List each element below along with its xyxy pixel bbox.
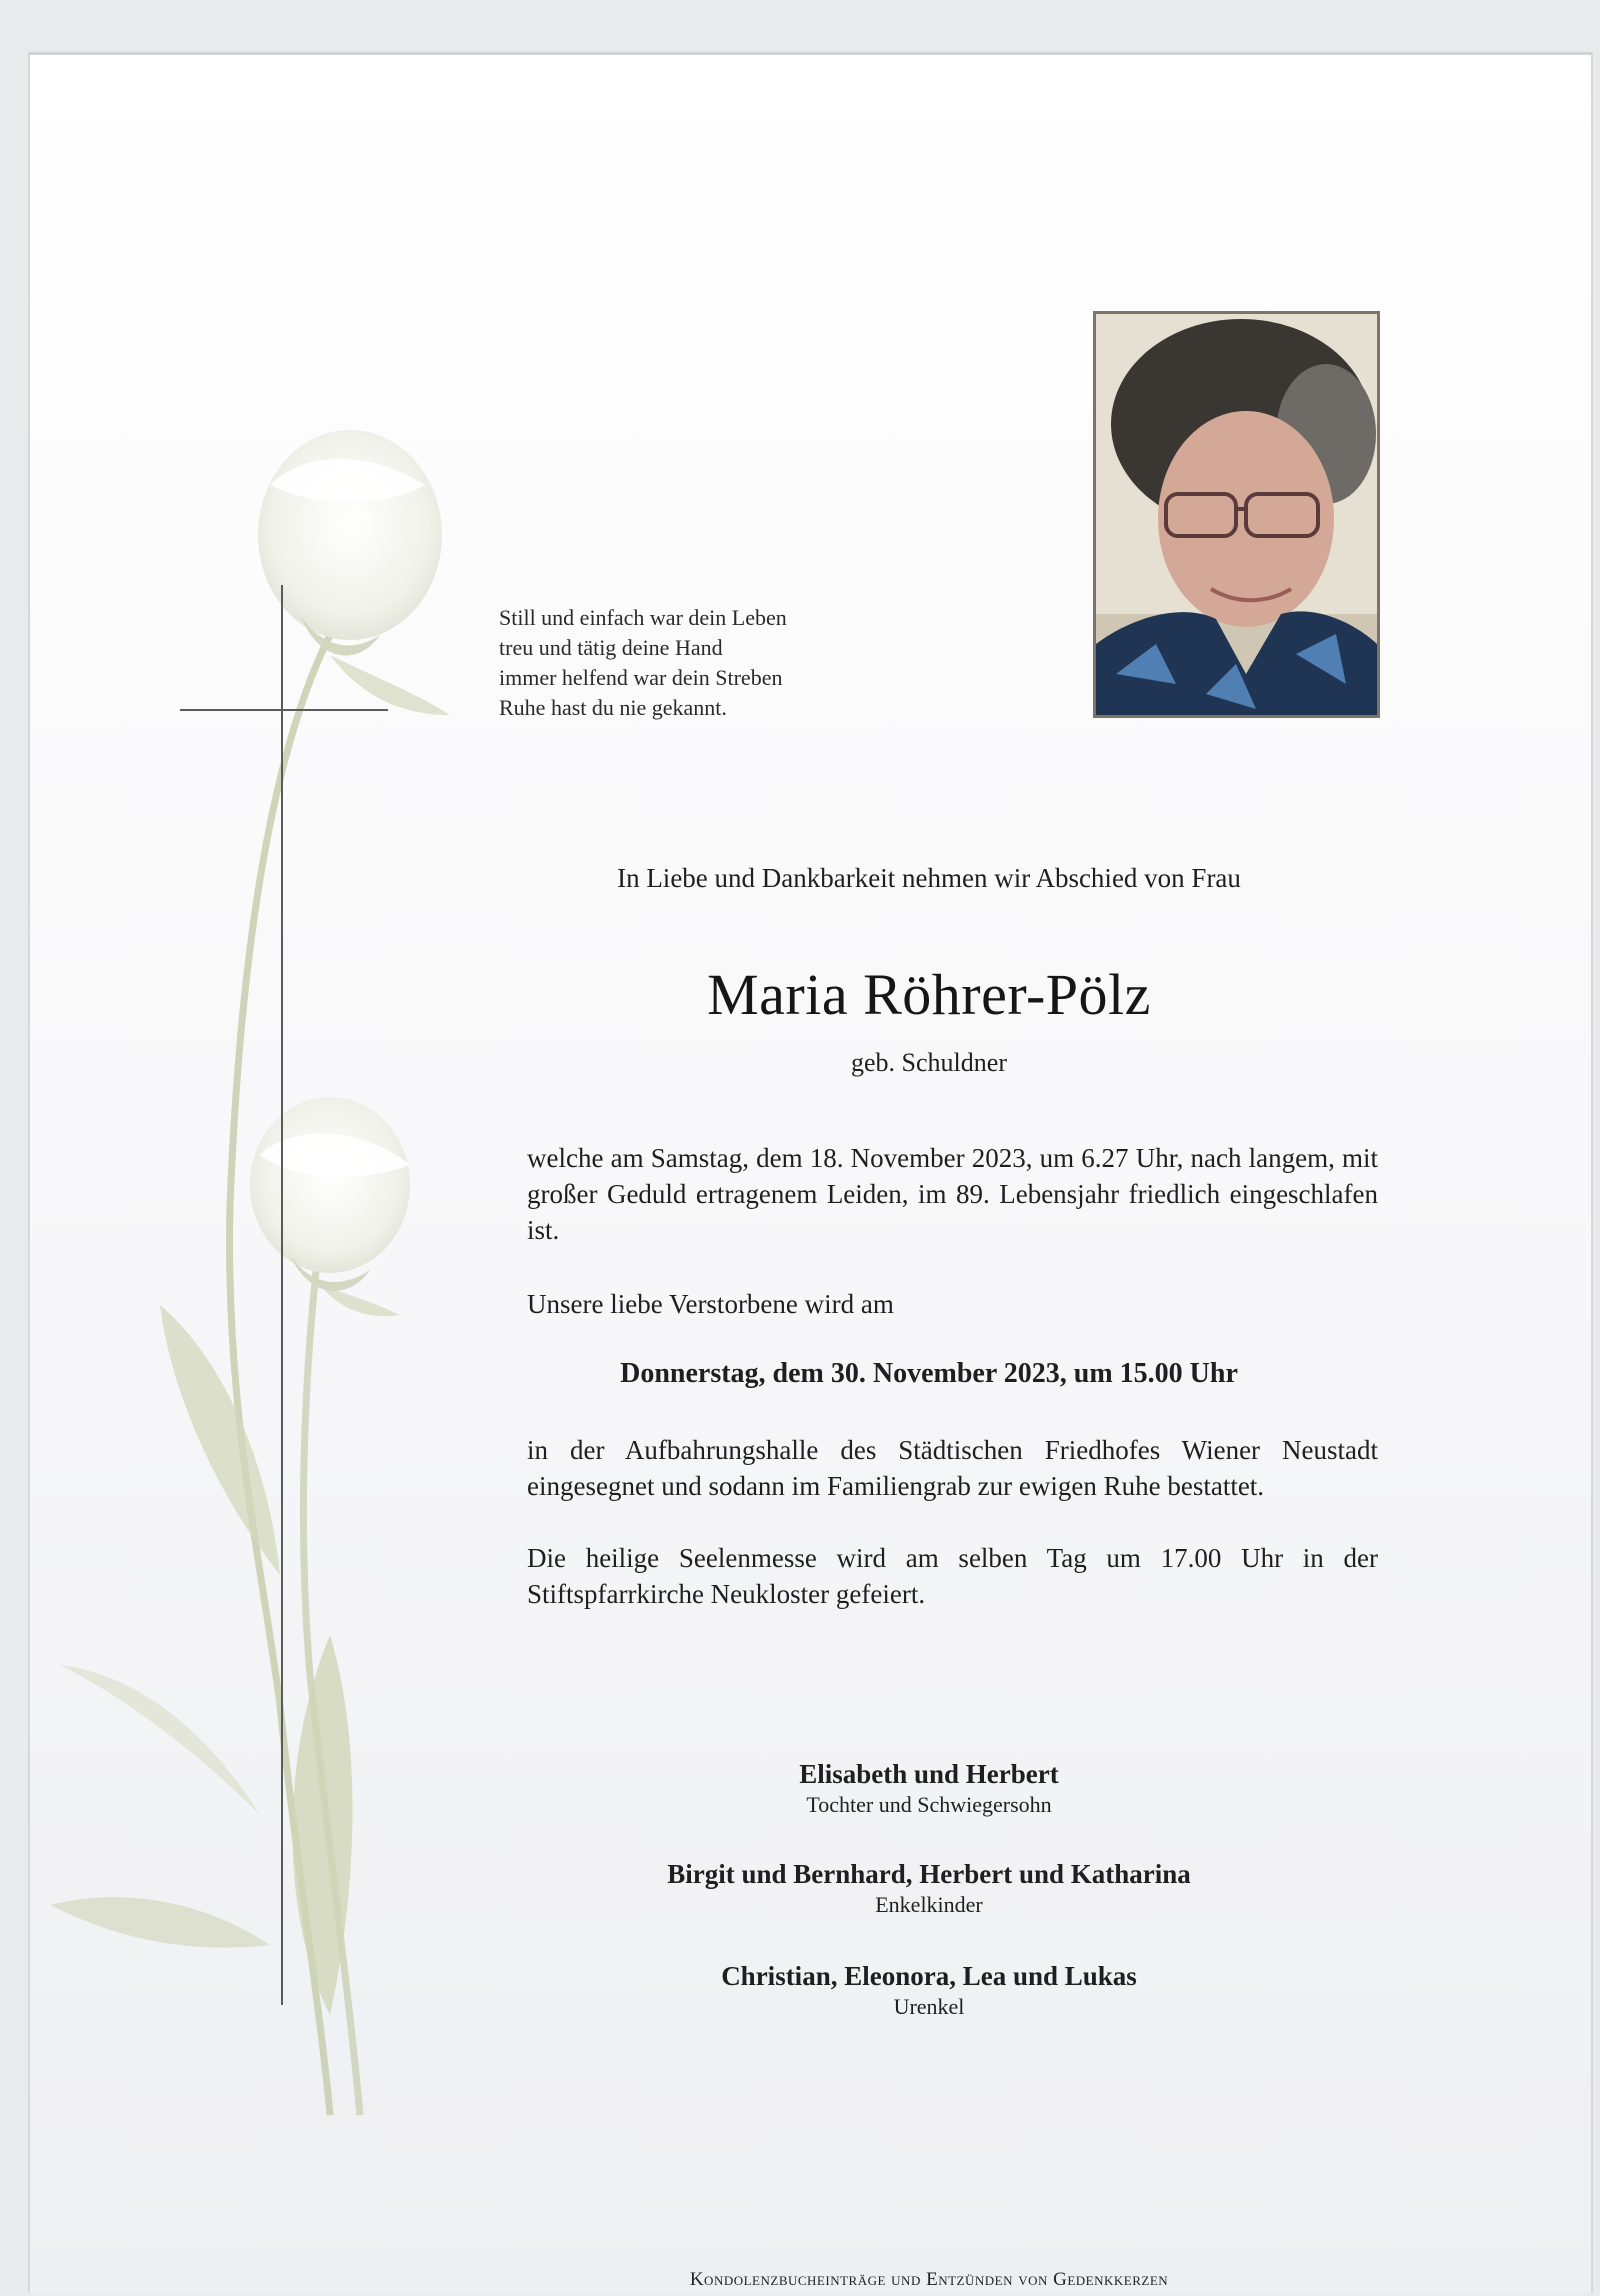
verse-line: immer helfend war dein Streben [499,665,783,690]
verse-line: Ruhe hast du nie gekannt. [499,695,727,720]
memorial-verse [499,603,899,723]
portrait-image [1096,314,1377,715]
condolence-link[interactable]: Kondolenzbucheinträge und Entzünden von Gedenkkerzen [689,2269,1169,2290]
mourner-names: Christian, Eleonora, Lea und Lukas [721,1961,1137,1991]
mourner-group [499,1759,1359,1818]
funeral-intro: Unsere liebe Verstorbene wird am [527,1289,894,1319]
farewell-intro: In Liebe und Dankbarkeit nehmen wir Abschied von Frau [617,863,1241,893]
mourner-relation: Urenkel [893,1994,965,2019]
mourner-relation: Tochter und Schwiegersohn [806,1792,1052,1817]
mourner-group [499,1859,1359,1918]
funeral-location: in der Aufbahrungshalle des Städtischen Friedhofes Wiener Neustadt eingesegnet und sodann im Familiengrab zur ewigen Ruhe bestattet. [527,1435,1378,1501]
mourner-relation: Enkelkinder [875,1892,983,1917]
birth-name: geb. Schuldner [851,1048,1007,1077]
funeral-date: Donnerstag, dem 30. November 2023, um 15.00 Uhr [620,1358,1238,1389]
mourner-group [499,1961,1359,2020]
deceased-name: Maria Röhrer-Pölz [707,962,1151,1027]
verse-line: treu und tätig deine Hand [499,635,723,660]
portrait-photo [1093,311,1380,718]
white-roses-decoration [30,55,550,2296]
memorial-mass: Die heilige Seelenmesse wird am selben Tag um 17.00 Uhr in der Stiftspfarrkirche Neukloster gefeiert. [527,1543,1378,1609]
verse-line: Still und einfach war dein Leben [499,605,787,630]
obituary-sheet [28,52,1593,2293]
mourner-names: Birgit und Bernhard, Herbert und Katharina [667,1859,1191,1889]
death-notice: welche am Samstag, dem 18. November 2023, um 6.27 Uhr, nach langem, mit großer Geduld ertragenem Leiden, im 89. Lebensjahr friedlich eingeschlafen ist. [527,1143,1378,1245]
mourner-names: Elisabeth und Herbert [799,1759,1059,1789]
